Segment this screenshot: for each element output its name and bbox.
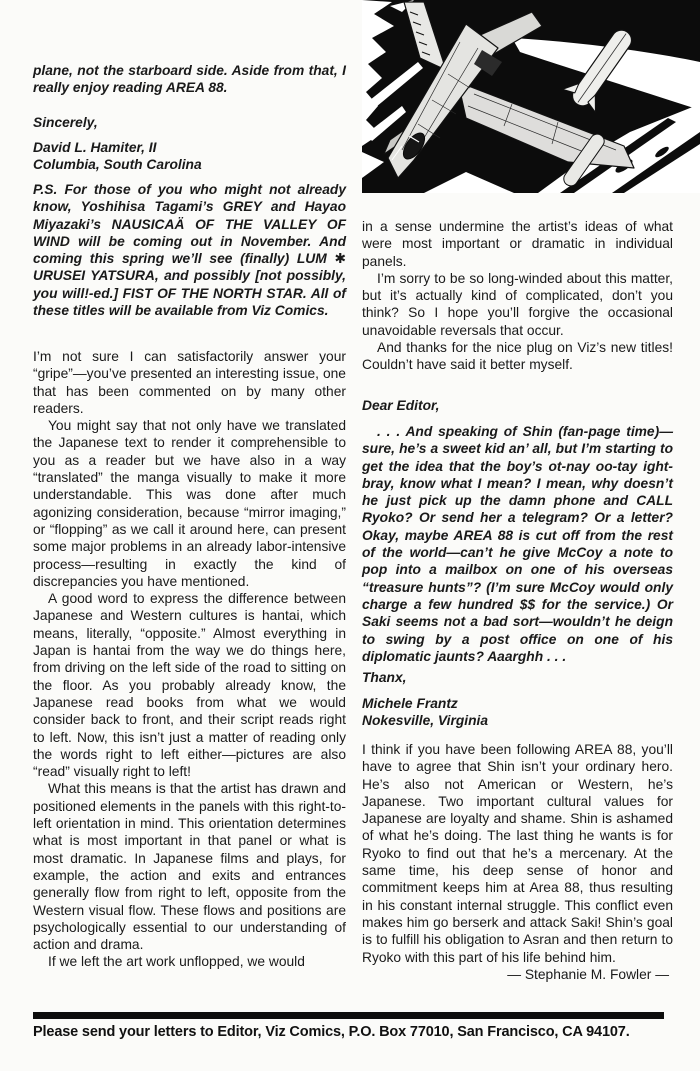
letter1-signature [33,139,346,174]
reply-paragraph: And thanks for the nice plug on Viz’s new titles! Couldn’t have said it better myself. [362,340,673,373]
signature-line: Columbia, South Carolina [33,157,202,173]
editor-reply-2-signature: — Stephanie M. Fowler — [507,966,669,982]
reply-paragraph: I’m not sure I can satisfactorily answer your “gripe”—you’ve presented an interesting issue, one that has been commented on by many other readers. [33,349,346,416]
reply-paragraph: What this means is that the artist has drawn and positioned elements in the panels with this right-to-left orientation in mind. This orientation determines what is most important in that panel or what is most dramatic. In Japanese films and plays, for example, the action and exits and entrances generally flow from right to left, opposite from the Western visual flow. These flows and positions are psychologically essential to our understanding of action and drama. [33,781,346,953]
footer-text: Please send your letters to Editor, Viz Comics, P.O. Box 77010, San Francisco, CA 94107. [33,1024,630,1040]
signature-line: Michele Frantz [362,696,458,711]
footer-rule [33,1012,664,1019]
editor-reply-continued [362,218,673,374]
letter2-body: . . . And speaking of Shin (fan-page time)—sure, he’s a sweet kid an’ all, but I’m starting to get the idea that the boy’s ot-nay oo-tay ight-bray, know what I mean? I mean, why doesn’t he just pick up the damn phone and CALL Ryoko? Or send her a telegram? Or a letter? Okay, maybe AREA 88 is cut off from the rest of the world—can’t he give McCoy a note to pop into a mailbox on one of his overseas “treasure hunts”? (I’m sure McCoy would only charge a few hundred $$ for the service.) Or Saki seems not a bad sort—wouldn’t he deign to swing by a post office on one of his diplomatic jaunts? Aaarghh . . . [362,424,673,664]
fighter-jet-illustration [362,0,700,193]
letter2-salutation: Dear Editor, [362,398,440,413]
reply-paragraph: I’m sorry to be so long-winded about this matter, but it’s actually kind of complicated, don’t you think? So I hope you’ll forgive the occasional unavoidable reversals that occur. [362,270,673,338]
reply-paragraph: A good word to express the difference between Japanese and Western cultures is hantai, which means, literally, “opposite.” Almost everything in Japan is hantai from the way we do things here, from driving on the left side of the road to sitting on the floor. As you probably already know, the Japanese read books from what we would consider back to front, and their script reads right to left. Now, this isn’t just a matter of reading only the words right to left either—pictures are also “read” visually right to left! [33,591,346,780]
letter1-postscript: P.S. For those of you who might not already know, Yoshihisa Tagami’s GREY and Hayao Miyazaki’s NAUSICAÄ OF THE VALLEY OF WIND will be coming out in November. And coming this spring we’ll see (finally) LUM ✱ URUSEI YATSURA, and possibly [not possibly, you will!-ed.] FIST OF THE NORTH STAR. All of these titles will be available from Viz Comics. [33,182,346,319]
editor-reply-1 [33,348,346,971]
signature-line: David L. Hamiter, II [33,140,157,155]
letter2-signature [362,695,673,730]
reply-paragraph: If we left the art work unflopped, we would [48,954,305,970]
letter1-signoff: Sincerely, [33,115,98,130]
letter2-signoff: Thanx, [362,670,407,685]
letter1-closing: plane, not the starboard side. Aside from that, I really enjoy reading AREA 88. [33,63,346,96]
reply-paragraph: You might say that not only have we translated the Japanese text to render it comprehensible to you as a reader but we have also in a way “translated” the manga visually to make it more understandable. This was done after much agonizing consideration, because “mirror imaging,” or “flopping” as we call it around here, can present some major problems in an already labor-intensive process—resulting in exactly the kind of discrepancies you have mentioned. [33,418,346,589]
editor-reply-2: I think if you have been following AREA 88, you’ll have to agree that Shin isn’t your ordinary hero. He’s also not American or Western, he’s Japanese. Two important cultural values for Japanese are loyalty and shame. Shin is ashamed of what he’s doing. The last thing he wants is for Ryoko to find out that he’s a mercenary. At the same time, his deep sense of honor and commitment keeps him at Area 88, thus resulting in his constant internal struggle. This conflict even makes him go berserk and attack Saki! Shin’s goal is to fulfill his obligation to Asran and then return to Ryoko with this part of his life behind him. [362,742,673,965]
signature-line: Nokesville, Virginia [362,713,489,729]
reply-paragraph: in a sense undermine the artist’s ideas of what were most important or dramatic in individual panels. [362,219,673,269]
editor-reply-2-wrap [362,741,673,983]
